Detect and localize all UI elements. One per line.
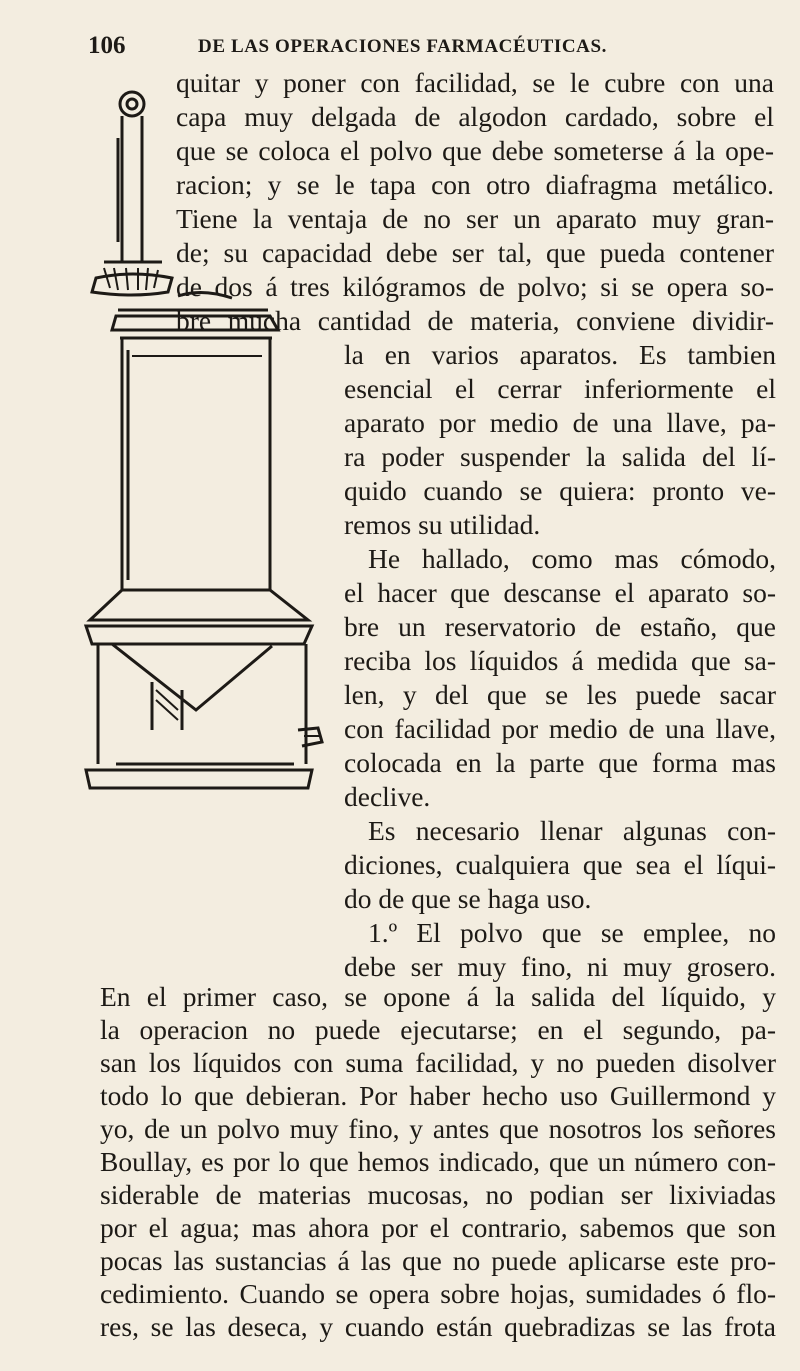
text-line: san los líquidos con suma facilidad, y no pueden disolver xyxy=(100,1047,776,1078)
text-line: cedimiento. Cuando se opera sobre hojas, sumidades ó flo- xyxy=(100,1278,776,1309)
text-line: de dos á tres kilógramos de polvo; si se opera so- xyxy=(176,271,774,302)
text-line: esencial el cerrar inferiormente el xyxy=(344,373,776,404)
text-line: quido cuando se quiera: pronto ve- xyxy=(344,475,776,506)
text-line: aparato por medio de una llave, pa- xyxy=(344,407,776,438)
text-line: quitar y poner con facilidad, se le cubre con una xyxy=(176,67,774,98)
text-line: do de que se haga uso. xyxy=(344,883,592,914)
text-line: Tiene la ventaja de no ser un aparato muy gran- xyxy=(176,203,774,234)
text-line: declive. xyxy=(344,781,431,812)
text-line: siderable de materias mucosas, no podian ser lixiviadas xyxy=(100,1179,776,1210)
text-line: pocas las sustancias á las que no puede aplicarse este pro- xyxy=(100,1245,776,1276)
text-line: res, se las deseca, y cuando están quebradizas se las frota xyxy=(100,1311,776,1342)
text-line: Es necesario llenar algunas con- xyxy=(368,815,776,846)
text-line: capa muy delgada de algodon cardado, sobre el xyxy=(176,101,774,132)
text-line: remos su utilidad. xyxy=(344,509,541,540)
page-number: 106 xyxy=(88,32,126,59)
text-line: colocada en la parte que forma mas xyxy=(344,747,776,778)
text-line: la operacion no puede ejecutarse; en el segundo, pa- xyxy=(100,1014,776,1045)
text-line: la en varios aparatos. Es tambien xyxy=(344,339,776,370)
running-head: DE LAS OPERACIONES FARMACÉUTICAS. xyxy=(198,36,607,57)
text-line: debe ser muy fino, ni muy grosero. xyxy=(344,951,776,982)
text-line: yo, de un polvo muy fino, y antes que nosotros los señores xyxy=(100,1113,776,1144)
text-line: de; su capacidad debe ser tal, que pueda contener xyxy=(176,237,774,268)
text-line: En el primer caso, se opone á la salida del líquido, y xyxy=(100,981,776,1012)
page-header xyxy=(88,32,778,66)
text-line: diciones, cualquiera que sea el líqui- xyxy=(344,849,776,880)
text-line: He hallado, como mas cómodo, xyxy=(368,543,776,574)
text-line: 1.º El polvo que se emplee, no xyxy=(368,917,776,948)
text-line: todo lo que debieran. Por haber hecho uso Guillermond y xyxy=(100,1080,776,1111)
text-line: el hacer que descanse el aparato so- xyxy=(344,577,776,608)
text-line: bre un reservatorio de estaño, que xyxy=(344,611,776,642)
text-line: que se coloca el polvo que debe someterse á la ope- xyxy=(176,135,774,166)
text-line: ra poder suspender la salida del lí- xyxy=(344,441,776,472)
percolator-apparatus-icon xyxy=(72,290,344,810)
text-line: por el agua; mas ahora por el contrario, sabemos que son xyxy=(100,1212,776,1243)
text-line: Boullay, es por lo que hemos indicado, que un número con- xyxy=(100,1146,776,1177)
small-apparatus-icon xyxy=(82,82,174,304)
text-line: con facilidad por medio de una llave, xyxy=(344,713,776,744)
text-line: reciba los líquidos á medida que sa- xyxy=(344,645,776,676)
text-line: racion; y se le tapa con otro diafragma metálico. xyxy=(176,169,774,200)
text-line: bre mucha cantidad de materia, conviene dividir- xyxy=(176,305,774,336)
text-line: len, y del que se les puede sacar xyxy=(344,679,776,710)
